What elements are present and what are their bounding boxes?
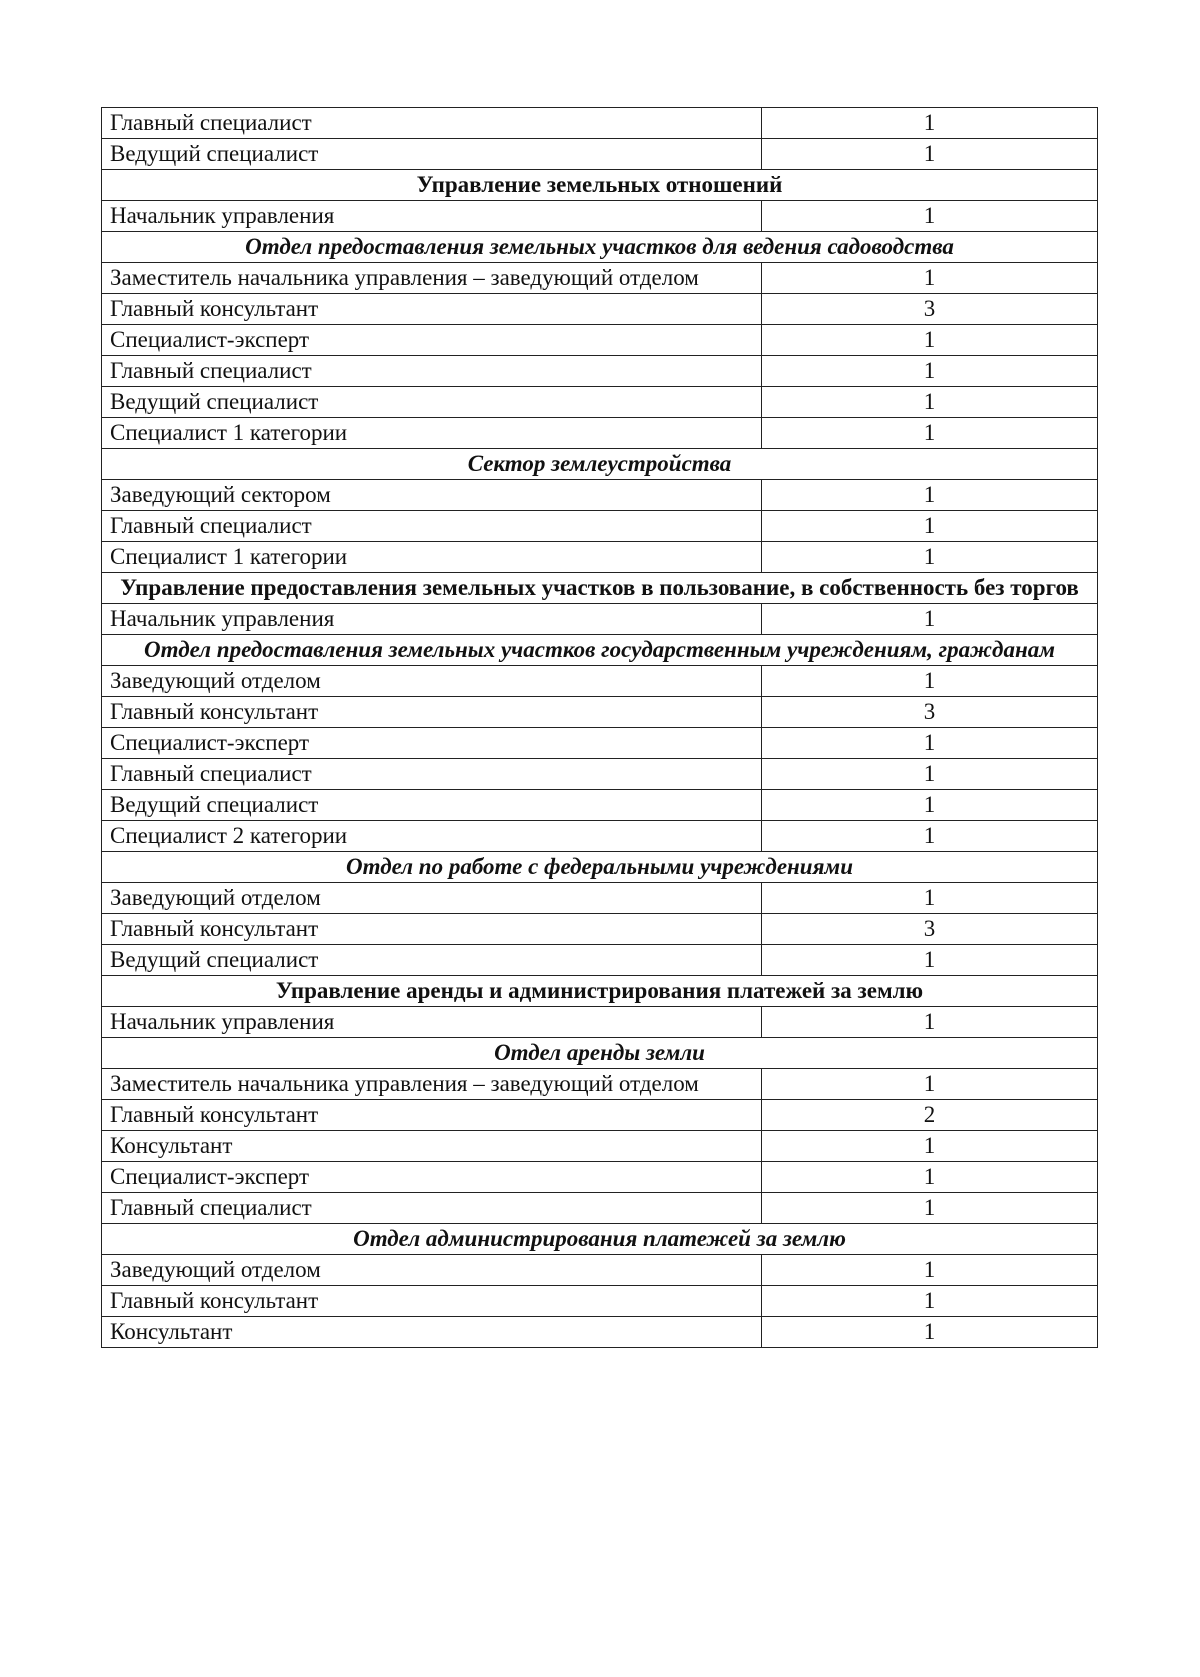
position-row <box>102 1100 1098 1131</box>
position-row <box>102 511 1098 542</box>
position-row <box>102 263 1098 294</box>
position-row <box>102 1255 1098 1286</box>
position-row <box>102 325 1098 356</box>
position-title: Ведущий специалист <box>102 790 762 821</box>
position-count: 1 <box>762 201 1098 232</box>
position-title: Начальник управления <box>102 1007 762 1038</box>
position-title: Специалист-эксперт <box>102 325 762 356</box>
position-row <box>102 821 1098 852</box>
position-row <box>102 1162 1098 1193</box>
position-count: 1 <box>762 1162 1098 1193</box>
position-title: Специалист 2 категории <box>102 821 762 852</box>
department-header-row <box>102 573 1098 604</box>
position-count: 1 <box>762 139 1098 170</box>
section-title: Отдел предоставления земельных участков государственным учреждениям, гражданам <box>102 635 1098 666</box>
position-count: 1 <box>762 1317 1098 1348</box>
position-title: Специалист 1 категории <box>102 542 762 573</box>
department-title: Управление земельных отношений <box>102 170 1098 201</box>
position-count: 1 <box>762 511 1098 542</box>
position-count: 1 <box>762 1286 1098 1317</box>
position-title: Главный специалист <box>102 1193 762 1224</box>
position-count: 1 <box>762 325 1098 356</box>
staffing-table <box>101 107 1098 1348</box>
position-title: Ведущий специалист <box>102 387 762 418</box>
section-header-row <box>102 232 1098 263</box>
position-count: 1 <box>762 418 1098 449</box>
position-count: 1 <box>762 883 1098 914</box>
position-title: Главный консультант <box>102 1100 762 1131</box>
position-count: 1 <box>762 821 1098 852</box>
position-title: Заместитель начальника управления – заведующий отделом <box>102 1069 762 1100</box>
position-title: Начальник управления <box>102 201 762 232</box>
position-row <box>102 1193 1098 1224</box>
department-title: Управление предоставления земельных участков в пользование, в собственность без торгов <box>102 573 1098 604</box>
position-count: 1 <box>762 542 1098 573</box>
position-count: 1 <box>762 945 1098 976</box>
position-count: 1 <box>762 356 1098 387</box>
position-title: Главный специалист <box>102 356 762 387</box>
position-row <box>102 387 1098 418</box>
position-count: 1 <box>762 666 1098 697</box>
position-count: 3 <box>762 914 1098 945</box>
position-count: 1 <box>762 1069 1098 1100</box>
section-header-row <box>102 635 1098 666</box>
position-count: 1 <box>762 790 1098 821</box>
department-header-row <box>102 976 1098 1007</box>
position-count: 3 <box>762 294 1098 325</box>
position-count: 1 <box>762 263 1098 294</box>
staffing-table-body <box>102 108 1098 1348</box>
position-title: Начальник управления <box>102 604 762 635</box>
position-row <box>102 1131 1098 1162</box>
position-title: Консультант <box>102 1317 762 1348</box>
position-row <box>102 418 1098 449</box>
position-title: Ведущий специалист <box>102 139 762 170</box>
position-title: Ведущий специалист <box>102 945 762 976</box>
position-row <box>102 201 1098 232</box>
position-row <box>102 1069 1098 1100</box>
position-title: Главный специалист <box>102 759 762 790</box>
position-count: 1 <box>762 1193 1098 1224</box>
position-title: Заведующий отделом <box>102 666 762 697</box>
position-title: Главный консультант <box>102 697 762 728</box>
position-count: 3 <box>762 697 1098 728</box>
position-title: Заведующий отделом <box>102 1255 762 1286</box>
position-title: Заместитель начальника управления – заведующий отделом <box>102 263 762 294</box>
section-header-row <box>102 1038 1098 1069</box>
position-row <box>102 108 1098 139</box>
section-title: Сектор землеустройства <box>102 449 1098 480</box>
position-row <box>102 1317 1098 1348</box>
position-row <box>102 790 1098 821</box>
position-title: Главный консультант <box>102 294 762 325</box>
position-row <box>102 945 1098 976</box>
position-title: Консультант <box>102 1131 762 1162</box>
position-count: 1 <box>762 604 1098 635</box>
section-title: Отдел по работе с федеральными учреждениями <box>102 852 1098 883</box>
position-row <box>102 1007 1098 1038</box>
position-row <box>102 294 1098 325</box>
section-header-row <box>102 852 1098 883</box>
position-row <box>102 728 1098 759</box>
section-header-row <box>102 1224 1098 1255</box>
section-title: Отдел предоставления земельных участков для ведения садоводства <box>102 232 1098 263</box>
position-title: Главный специалист <box>102 108 762 139</box>
department-header-row <box>102 170 1098 201</box>
position-row <box>102 759 1098 790</box>
position-count: 1 <box>762 1255 1098 1286</box>
position-title: Заведующий отделом <box>102 883 762 914</box>
position-title: Главный консультант <box>102 914 762 945</box>
position-row <box>102 883 1098 914</box>
position-title: Главный специалист <box>102 511 762 542</box>
position-count: 1 <box>762 1007 1098 1038</box>
position-row <box>102 139 1098 170</box>
position-row <box>102 697 1098 728</box>
position-row <box>102 914 1098 945</box>
position-count: 1 <box>762 759 1098 790</box>
position-title: Специалист 1 категории <box>102 418 762 449</box>
section-title: Отдел аренды земли <box>102 1038 1098 1069</box>
section-title: Отдел администрирования платежей за землю <box>102 1224 1098 1255</box>
position-row <box>102 1286 1098 1317</box>
position-count: 1 <box>762 728 1098 759</box>
position-count: 2 <box>762 1100 1098 1131</box>
position-count: 1 <box>762 108 1098 139</box>
position-title: Заведующий сектором <box>102 480 762 511</box>
position-title: Специалист-эксперт <box>102 728 762 759</box>
position-row <box>102 480 1098 511</box>
position-count: 1 <box>762 387 1098 418</box>
position-count: 1 <box>762 480 1098 511</box>
department-title: Управление аренды и администрирования платежей за землю <box>102 976 1098 1007</box>
position-row <box>102 542 1098 573</box>
section-header-row <box>102 449 1098 480</box>
position-row <box>102 666 1098 697</box>
position-title: Специалист-эксперт <box>102 1162 762 1193</box>
position-title: Главный консультант <box>102 1286 762 1317</box>
position-count: 1 <box>762 1131 1098 1162</box>
position-row <box>102 356 1098 387</box>
position-row <box>102 604 1098 635</box>
